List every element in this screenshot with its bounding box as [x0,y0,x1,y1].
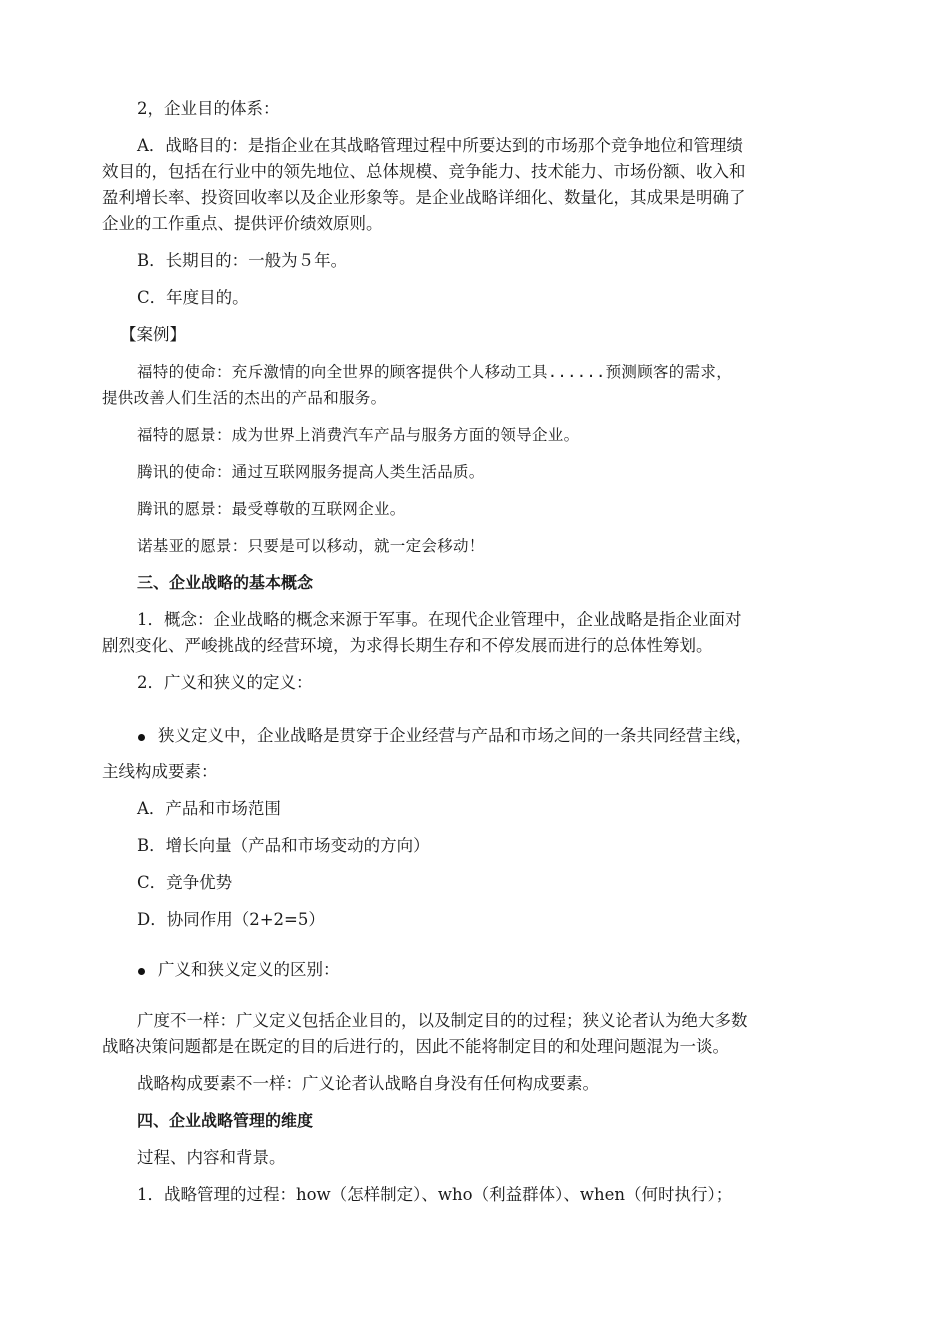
section-heading-goal-system: 2，企业目的体系： [137,99,280,118]
nokia-vision: 诺基亚的愿景：只要是可以移动，就一定会移动！ [137,537,485,555]
paragraph-line: 盈利增长率、投资回收率以及企业形象等。是企业战略详细化、数量化，其成果是明确了 [102,188,746,207]
ford-mission-line: 提供改善人们生活的杰出的产品和服务。 [102,389,387,407]
dimensions-summary: 过程、内容和背景。 [137,1148,286,1167]
bullet-difference: 广义和狭义定义的区别： [158,960,340,979]
paragraph-line: 效目的，包括在行业中的领先地位、总体规模、竞争能力、技术能力、市场份额、收入和 [102,162,746,181]
list-item-long-term-goal: B．长期目的：一般为５年。 [137,251,348,270]
ford-vision: 福特的愿景：成为世界上消费汽车产品与服务方面的领导企业。 [137,426,580,444]
list-item-annual-goal: C．年度目的。 [137,288,249,307]
paragraph-line: 企业的工作重点、提供评价绩效原则。 [102,214,383,233]
concept-line: 剧烈变化、严峻挑战的经营环境，为求得长期生存和不停发展而进行的总体性筹划。 [102,636,713,655]
tencent-vision: 腾讯的愿景：最受尊敬的互联网企业。 [137,500,406,518]
tencent-mission: 腾讯的使命：通过互联网服务提高人类生活品质。 [137,463,485,481]
bullet-narrow-definition-line: 狭义定义中，企业战略是贯穿于企业经营与产品和市场之间的一条共同经营主线， [158,726,752,745]
definition-heading: 2．广义和狭义的定义： [137,673,313,692]
case-label: 【案例】 [120,325,186,344]
section-heading-dimensions: 四、企业战略管理的维度 [137,1111,314,1130]
list-item-growth-vector: B．增长向量（产品和市场变动的方向） [137,836,430,855]
bullet-icon [138,734,145,741]
list-item-synergy: D．协同作用（2+2=5） [137,910,325,929]
list-item-product-market: A．产品和市场范围 [137,799,281,818]
bullet-narrow-definition-line: 主线构成要素： [102,762,218,781]
list-item-competitive-advantage: C．竞争优势 [137,873,233,892]
concept-line: 1．概念：企业战略的概念来源于军事。在现代企业管理中，企业战略是指企业面对 [137,610,742,629]
paragraph-line: A．战略目的：是指企业在其战略管理过程中所要达到的市场那个竞争地位和管理绩 [137,136,743,155]
section-heading-strategy-concept: 三、企业战略的基本概念 [137,573,314,592]
difference-elements: 战略构成要素不一样：广义论者认战略自身没有任何构成要素。 [137,1074,599,1093]
dimension-process: 1．战略管理的过程：how（怎样制定）、who（利益群体）、when（何时执行）； [137,1185,733,1204]
difference-line: 战略决策问题都是在既定的目的后进行的，因此不能将制定目的和处理问题混为一谈。 [102,1037,729,1056]
ford-mission-line: 福特的使命：充斥激情的向全世界的顾客提供个人移动工具......预测顾客的需求， [137,363,732,381]
bullet-icon [138,968,145,975]
difference-line: 广度不一样：广义定义包括企业目的，以及制定目的的过程；狭义论者认为绝大多数 [137,1011,748,1030]
